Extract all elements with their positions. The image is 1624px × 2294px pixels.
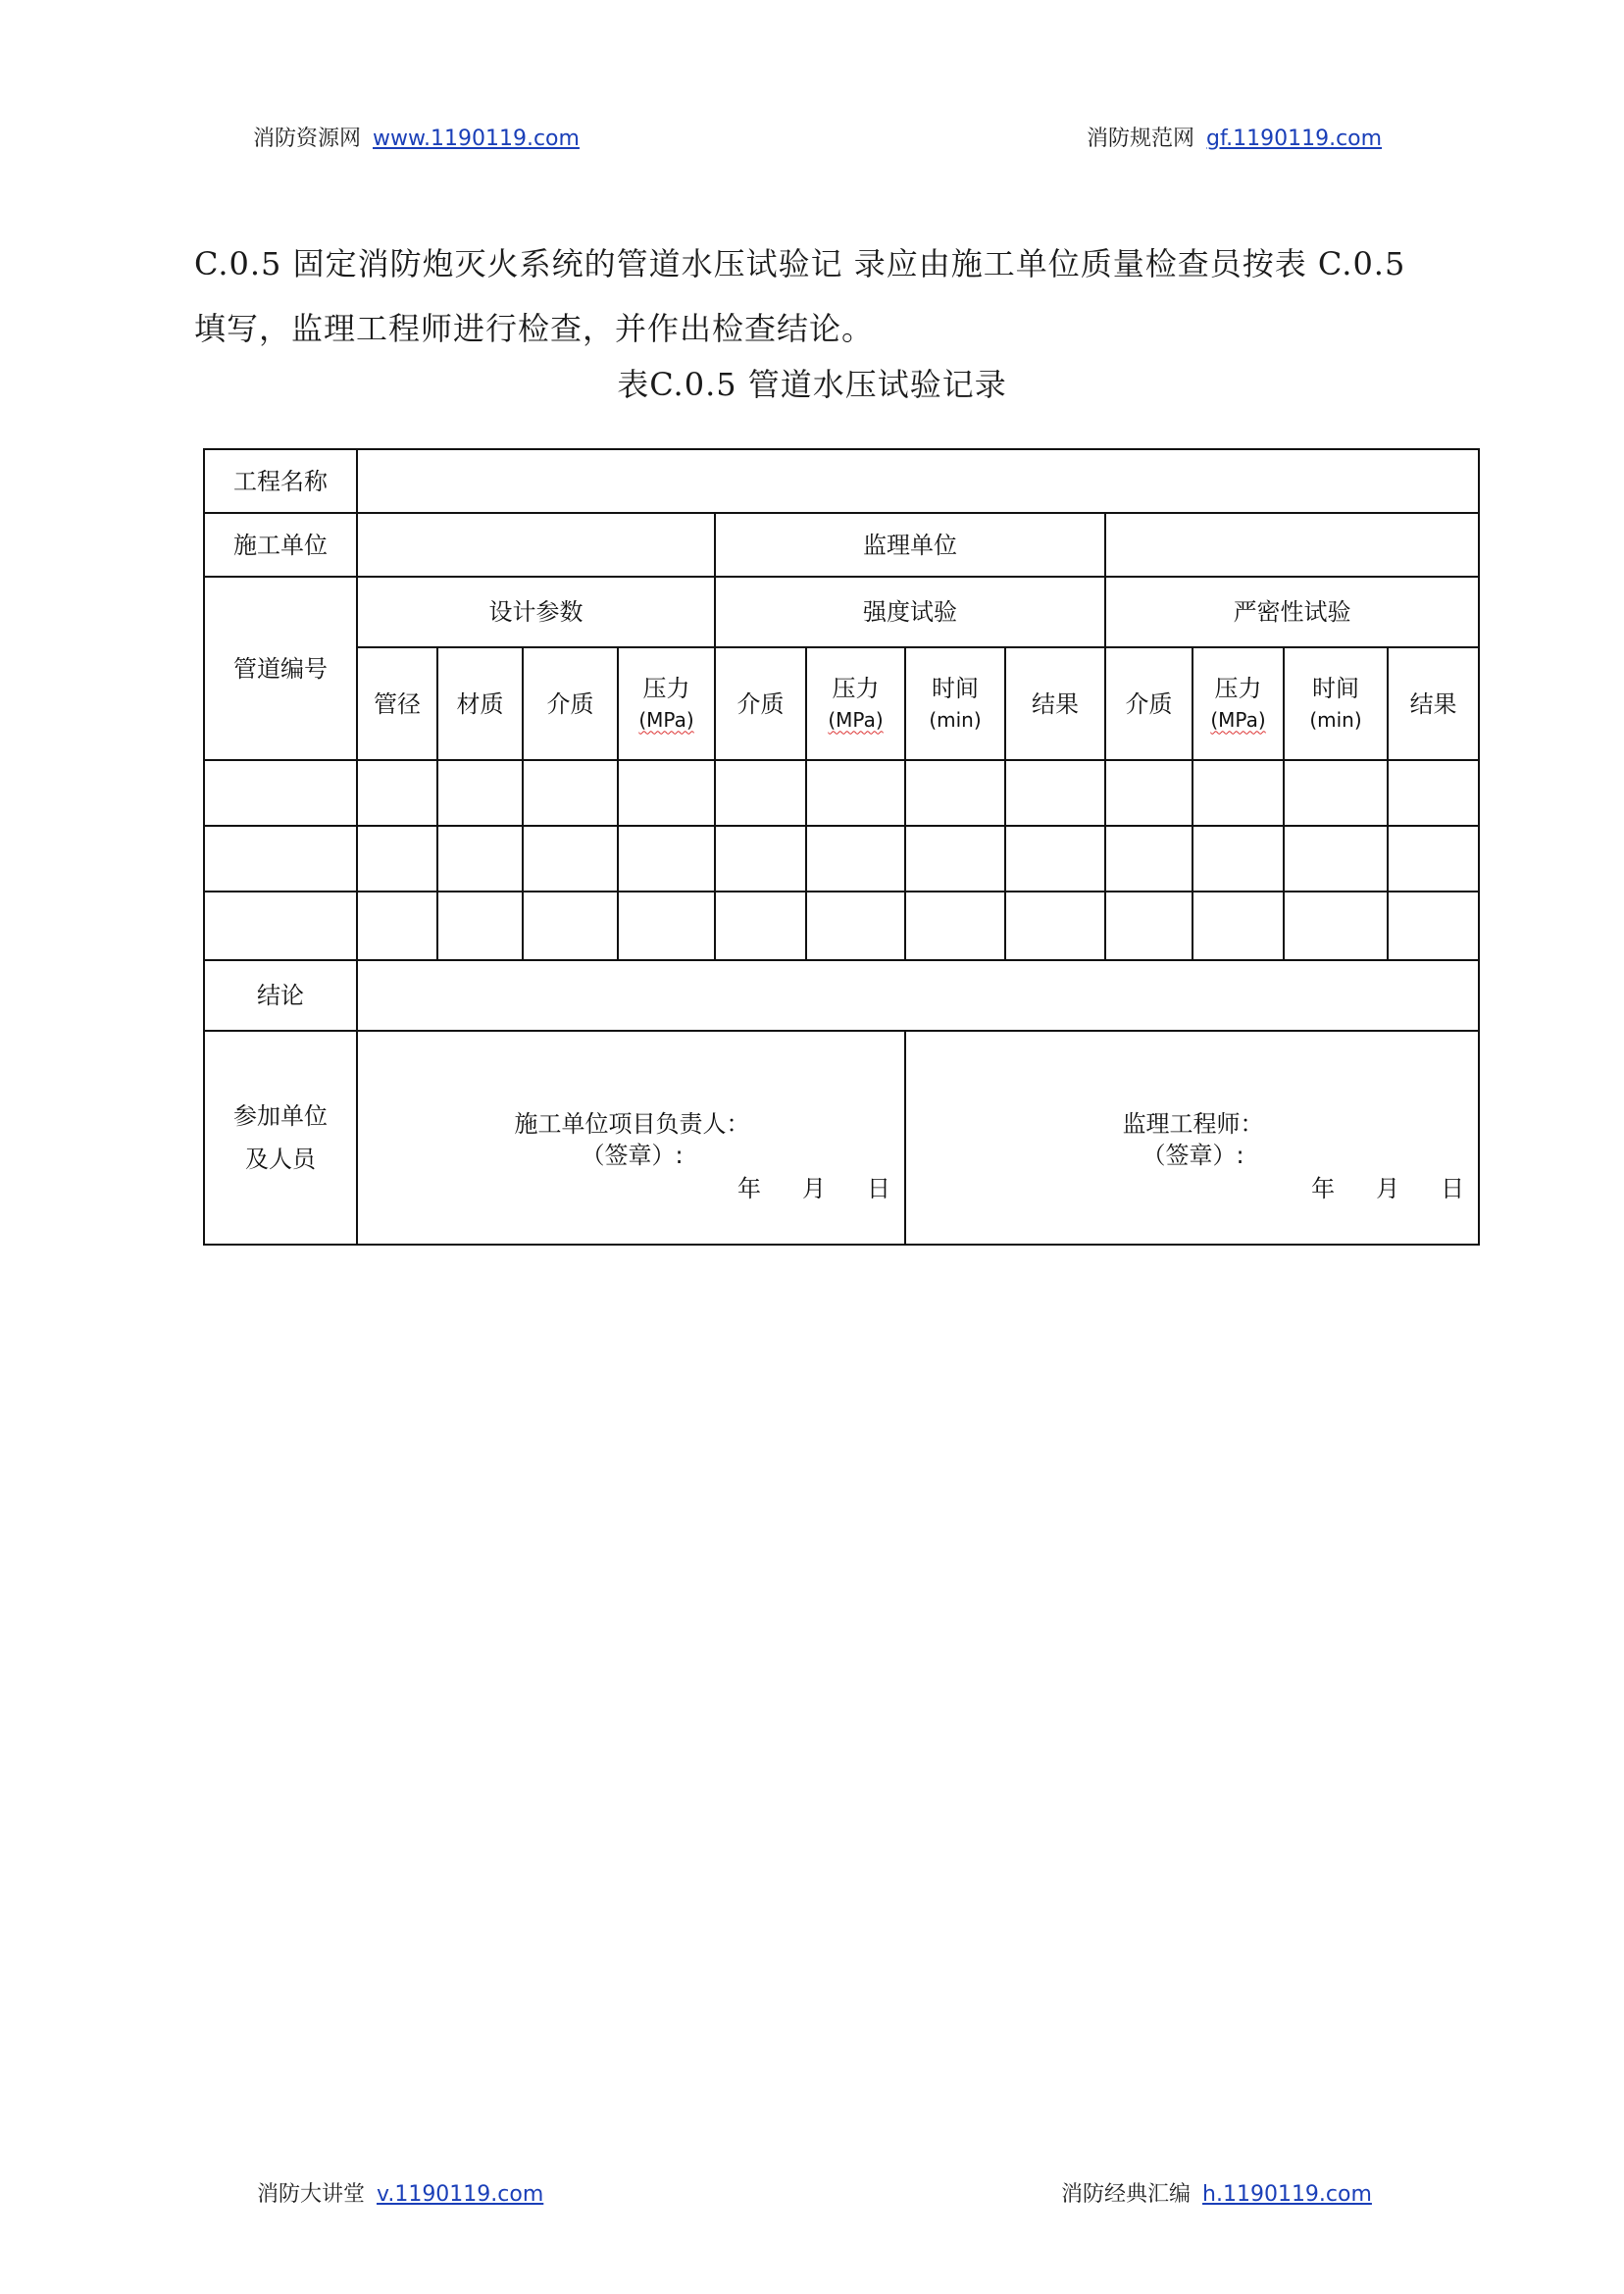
footer-left-link[interactable]: v.1190119.com [377, 2182, 544, 2207]
cell[interactable] [1193, 826, 1284, 892]
header-left-link[interactable]: www.1190119.com [373, 127, 580, 151]
date-month: 月 [1376, 1175, 1400, 1202]
col-strength-pressure [806, 647, 905, 760]
footer-left [257, 2177, 543, 2208]
label-participants [204, 1031, 357, 1245]
label-pipe-number: 管道编号 [204, 577, 357, 760]
col-tightness-pressure-label: 压力 [1214, 674, 1262, 702]
col-strength-result: 结果 [1005, 647, 1105, 760]
cell[interactable] [437, 826, 523, 892]
cell[interactable] [618, 826, 715, 892]
row-conclusion [204, 960, 1479, 1031]
footer-left-label: 消防大讲堂 [257, 2182, 366, 2207]
cell[interactable] [1388, 892, 1479, 960]
col-tightness-result: 结果 [1388, 647, 1479, 760]
cell[interactable] [715, 826, 806, 892]
cell[interactable] [1193, 892, 1284, 960]
row-units [204, 513, 1479, 577]
col-tightness-time-label: 时间 [1312, 674, 1359, 702]
cell[interactable] [1005, 892, 1105, 960]
construction-date [374, 1173, 890, 1204]
cell[interactable] [905, 892, 1005, 960]
label-design-params: 设计参数 [357, 577, 715, 647]
construction-signature-box[interactable] [357, 1031, 905, 1245]
header-right-label: 消防规范网 [1087, 127, 1195, 151]
header-right [1087, 122, 1382, 152]
body-paragraph [194, 231, 1449, 361]
cell[interactable] [1005, 760, 1105, 826]
row-column-headers [204, 647, 1479, 760]
cell[interactable] [905, 826, 1005, 892]
date-month: 月 [802, 1175, 826, 1202]
label-supervision-unit: 监理单位 [715, 513, 1105, 577]
input-conclusion[interactable] [357, 960, 1479, 1031]
col-material: 材质 [437, 647, 523, 760]
supervision-date [922, 1173, 1464, 1204]
cell[interactable] [905, 760, 1005, 826]
cell[interactable] [806, 892, 905, 960]
col-tightness-time [1284, 647, 1388, 760]
cell-pipe-number[interactable] [204, 760, 357, 826]
cell[interactable] [1388, 760, 1479, 826]
table-row [204, 892, 1479, 960]
col-design-medium: 介质 [523, 647, 618, 760]
construction-seal-label: （签章）: [581, 1142, 684, 1169]
col-tightness-time-unit: (min) [1309, 707, 1362, 732]
cell[interactable] [437, 892, 523, 960]
col-design-pressure-label: 压力 [642, 674, 690, 702]
row-group-headers [204, 577, 1479, 647]
header-right-link[interactable]: gf.1190119.com [1206, 127, 1383, 151]
label-strength-test: 强度试验 [715, 577, 1105, 647]
header-left-label: 消防资源网 [253, 127, 362, 151]
cell[interactable] [1105, 826, 1193, 892]
col-tightness-pressure-unit: (MPa) [1210, 707, 1266, 732]
supervision-engineer-label: 监理工程师： [1122, 1110, 1264, 1138]
col-strength-time-unit: (min) [929, 707, 982, 732]
row-participants [204, 1031, 1479, 1245]
cell[interactable] [1105, 892, 1193, 960]
label-conclusion: 结论 [204, 960, 357, 1031]
cell[interactable] [357, 826, 437, 892]
col-design-pressure-unit: (MPa) [638, 707, 694, 732]
cell[interactable] [1388, 826, 1479, 892]
supervision-signature-box[interactable] [905, 1031, 1479, 1245]
cell[interactable] [523, 826, 618, 892]
cell[interactable] [715, 760, 806, 826]
footer-right-label: 消防经典汇编 [1061, 2182, 1192, 2207]
body-line-1: C.0.5 固定消防炮灭火系统的管道水压试验记 录应由施工单位质量检查员按表 C.0.5 [194, 245, 1406, 282]
date-day: 日 [1441, 1175, 1465, 1202]
col-strength-pressure-label: 压力 [832, 674, 880, 702]
footer-right [1061, 2177, 1372, 2208]
cell[interactable] [1105, 760, 1193, 826]
cell-pipe-number[interactable] [204, 826, 357, 892]
col-strength-pressure-unit: (MPa) [828, 707, 884, 732]
table-caption: 表C.0.5 管道水压试验记录 [617, 366, 1007, 403]
input-supervision-unit[interactable] [1105, 513, 1479, 577]
cell[interactable] [357, 760, 437, 826]
label-participants-line1: 参加单位 [233, 1102, 328, 1130]
supervision-seal-label: （签章）: [1142, 1142, 1244, 1169]
table-row [204, 760, 1479, 826]
col-tightness-pressure [1193, 647, 1284, 760]
body-line-2: 填写，监理工程师进行检查，并作出检查结论。 [194, 310, 875, 347]
cell[interactable] [618, 892, 715, 960]
cell[interactable] [1284, 760, 1388, 826]
cell[interactable] [715, 892, 806, 960]
row-project-name [204, 449, 1479, 513]
cell[interactable] [357, 892, 437, 960]
label-participants-line2: 及人员 [245, 1146, 316, 1173]
cell[interactable] [523, 760, 618, 826]
cell[interactable] [1284, 826, 1388, 892]
col-strength-time-label: 时间 [932, 674, 979, 702]
input-construction-unit[interactable] [357, 513, 715, 577]
date-year: 年 [737, 1175, 761, 1202]
date-day: 日 [867, 1175, 890, 1202]
date-year: 年 [1311, 1175, 1336, 1202]
label-construction-unit: 施工单位 [204, 513, 357, 577]
col-design-pressure [618, 647, 715, 760]
col-strength-time [905, 647, 1005, 760]
col-diameter: 管径 [357, 647, 437, 760]
cell[interactable] [1005, 826, 1105, 892]
pressure-test-record-table [203, 448, 1480, 1246]
col-tightness-medium: 介质 [1105, 647, 1193, 760]
col-strength-medium: 介质 [715, 647, 806, 760]
cell[interactable] [1193, 760, 1284, 826]
cell[interactable] [618, 760, 715, 826]
cell[interactable] [437, 760, 523, 826]
construction-lead-label: 施工单位项目负责人： [514, 1110, 750, 1138]
input-project-name[interactable] [357, 449, 1479, 513]
cell-pipe-number[interactable] [204, 892, 357, 960]
label-project-name: 工程名称 [204, 449, 357, 513]
label-tightness-test: 严密性试验 [1105, 577, 1479, 647]
header-left [253, 122, 580, 152]
footer-right-link[interactable]: h.1190119.com [1202, 2182, 1372, 2207]
cell[interactable] [523, 892, 618, 960]
table-row [204, 826, 1479, 892]
cell[interactable] [806, 826, 905, 892]
cell[interactable] [1284, 892, 1388, 960]
cell[interactable] [806, 760, 905, 826]
